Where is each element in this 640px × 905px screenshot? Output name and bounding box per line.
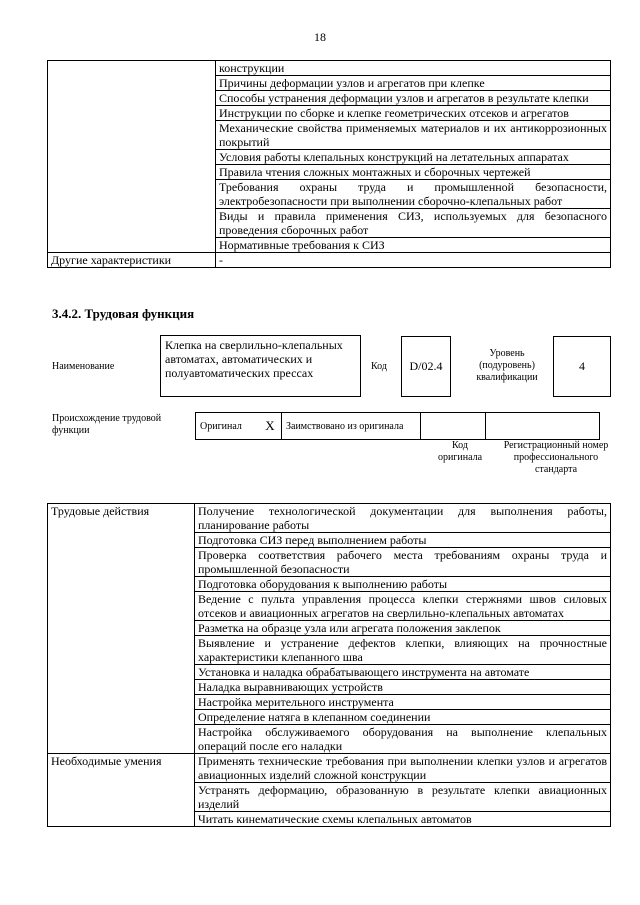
table-row: Способы устранения деформации узлов и агрегатов в результате клепки bbox=[216, 91, 611, 106]
code-box bbox=[401, 336, 451, 397]
origin-reg-caption: Регистрационный номер профессионального стандарта bbox=[503, 440, 609, 475]
function-name-value: Клепка на сверлильно-клепальных автоматах, автоматических и полуавтоматических прессах bbox=[165, 338, 343, 380]
table-row: Определение натяга в клепанном соединении bbox=[195, 710, 611, 725]
table-row: Нормативные требования к СИЗ bbox=[216, 238, 611, 253]
table-row: Требования охраны труда и промышленной безопасности, электробезопасности при выполнении сборочно-клепальных работ bbox=[216, 180, 611, 209]
code-value: D/02.4 bbox=[409, 359, 443, 373]
other-characteristics-value: - bbox=[216, 253, 611, 268]
table-row: Механические свойства применяемых материалов и их антикоррозионных покрытий bbox=[216, 121, 611, 150]
table-row: Подготовка оборудования к выполнению работы bbox=[195, 577, 611, 592]
table-row: Ведение с пульта управления процесса клепки стержнями швов силовых отсеков и авиационных агрегатов на сверлильно-клепальных автоматах bbox=[195, 592, 611, 621]
table-row: Устранять деформацию, образованную в результате клепки авиационных изделий bbox=[195, 783, 611, 812]
origin-code-cell bbox=[421, 413, 486, 440]
table-row: Установка и наладка обрабатывающего инструмента на автомате bbox=[195, 665, 611, 680]
table-left-cell bbox=[48, 61, 216, 253]
level-label: Уровень (подуровень) квалификации bbox=[476, 348, 538, 383]
table-row: Выявление и устранение дефектов клепки, влияющих на прочностные характеристики клепанного шва bbox=[195, 636, 611, 665]
table-row: Применять технические требования при выполнении клепки узлов и агрегатов авиационных изделий сложной конструкции bbox=[195, 754, 611, 783]
table-row: Настройка обслуживаемого оборудования на выполнение клепальных операций после его наладки bbox=[195, 725, 611, 754]
table-row: Разметка на образце узла или агрегата положения заклепок bbox=[195, 621, 611, 636]
table-row: Читать кинематические схемы клепальных автоматов bbox=[195, 812, 611, 827]
other-characteristics-label: Другие характеристики bbox=[48, 253, 216, 268]
table-row: Причины деформации узлов и агрегатов при клепке bbox=[216, 76, 611, 91]
table-row: Правила чтения сложных монтажных и сборочных чертежей bbox=[216, 165, 611, 180]
level-box bbox=[553, 336, 611, 397]
skills-label: Необходимые умения bbox=[48, 754, 195, 827]
origin-table bbox=[195, 412, 600, 440]
knowledge-table bbox=[47, 60, 611, 268]
origin-mark: X bbox=[259, 413, 282, 440]
table-row: Условия работы клепальных конструкций на летательных аппаратах bbox=[216, 150, 611, 165]
origin-label: Происхождение трудовой функции bbox=[52, 413, 162, 436]
origin-original: Оригинал bbox=[196, 413, 260, 440]
origin-code-caption: Код оригинала bbox=[437, 440, 483, 463]
table-row: Подготовка СИЗ перед выполнением работы bbox=[195, 533, 611, 548]
table-row: Проверка соответствия рабочего места требованиям охраны труда и промышленной безопасности bbox=[195, 548, 611, 577]
function-table bbox=[47, 503, 611, 827]
name-label: Наименование bbox=[52, 361, 115, 372]
code-label: Код bbox=[371, 361, 387, 372]
origin-reg-cell bbox=[486, 413, 600, 440]
table-row: Виды и правила применения СИЗ, используемых для безопасного проведения сборочных работ bbox=[216, 209, 611, 238]
table-row: Настройка мерительного инструмента bbox=[195, 695, 611, 710]
actions-label: Трудовые действия bbox=[48, 504, 195, 754]
origin-borrowed: Заимствовано из оригинала bbox=[282, 413, 421, 440]
function-name-box bbox=[160, 335, 361, 397]
section-title: 3.4.2. Трудовая функция bbox=[52, 306, 195, 321]
page-number: 18 bbox=[314, 30, 326, 44]
table-row: Наладка выравнивающих устройств bbox=[195, 680, 611, 695]
level-value: 4 bbox=[579, 359, 585, 373]
table-row: Инструкции по сборке и клепке геометрических отсеков и агрегатов bbox=[216, 106, 611, 121]
table-row: конструкции bbox=[216, 61, 611, 76]
table-row: Получение технологической документации для выполнения работы, планирование работы bbox=[195, 504, 611, 533]
